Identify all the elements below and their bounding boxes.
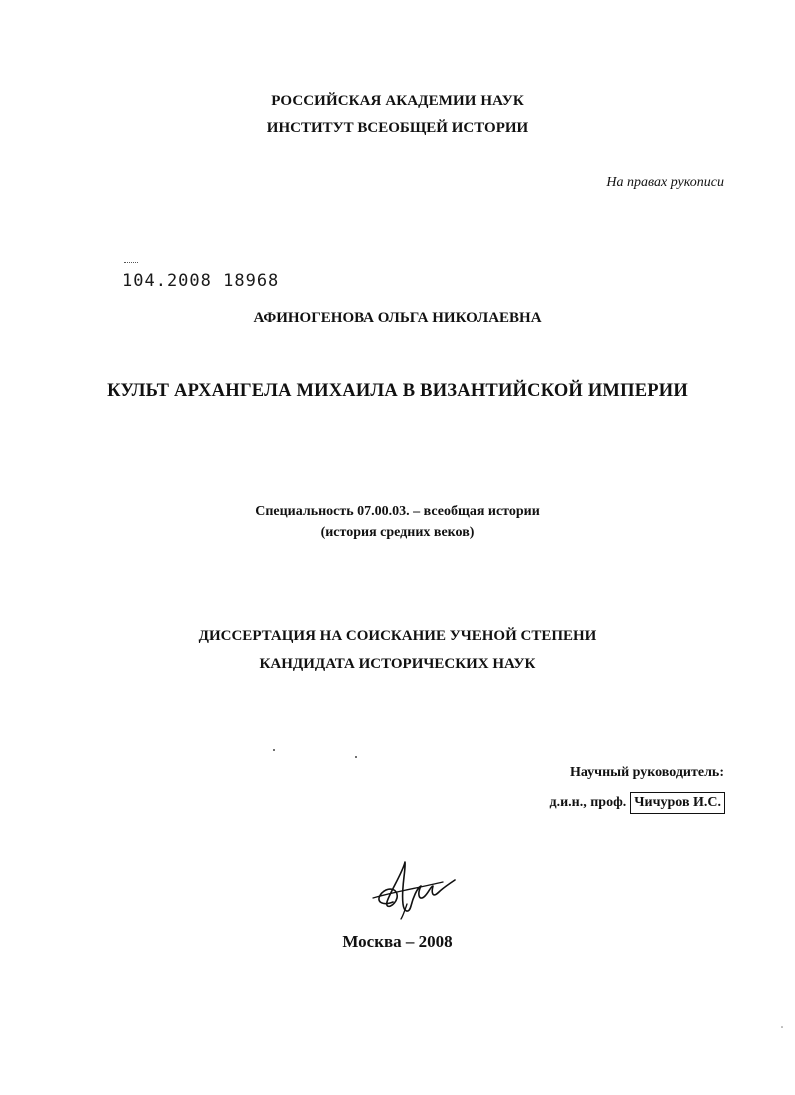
- signature-icon: [363, 858, 459, 920]
- specialty-line: Специальность 07.00.03. – всеобщая истории: [255, 504, 540, 519]
- archive-stamp-number: 104.2008 18968: [122, 271, 280, 291]
- specialty-subline: (история средних веков): [320, 525, 475, 540]
- advisor-line: [550, 792, 726, 814]
- author-name: АФИНОГЕНОВА ОЛЬГА НИКОЛАЕВНА: [253, 310, 542, 326]
- city-year: Москва – 2008: [342, 932, 453, 951]
- organization-name: РОССИЙСКАЯ АКАДЕМИИ НАУК: [271, 93, 524, 109]
- institute-name: ИНСТИТУТ ВСЕОБЩЕЙ ИСТОРИИ: [266, 120, 529, 136]
- advisor-name: Чичуров И.С.: [630, 792, 725, 814]
- advisor-label: Научный руководитель:: [570, 765, 724, 780]
- stamp-mark: [124, 262, 138, 265]
- degree-line-1: ДИССЕРТАЦИЯ НА СОИСКАНИЕ УЧЕНОЙ СТЕПЕНИ: [198, 628, 597, 644]
- manuscript-note: На правах рукописи: [606, 175, 724, 190]
- advisor-degree: д.и.н., проф.: [549, 795, 627, 810]
- dissertation-title: КУЛЬТ АРХАНГЕЛА МИХАИЛА В ВИЗАНТИЙСКОЙ ИМПЕРИИ: [107, 381, 688, 401]
- degree-line-2: КАНДИДАТА ИСТОРИЧЕСКИХ НАУК: [259, 656, 536, 672]
